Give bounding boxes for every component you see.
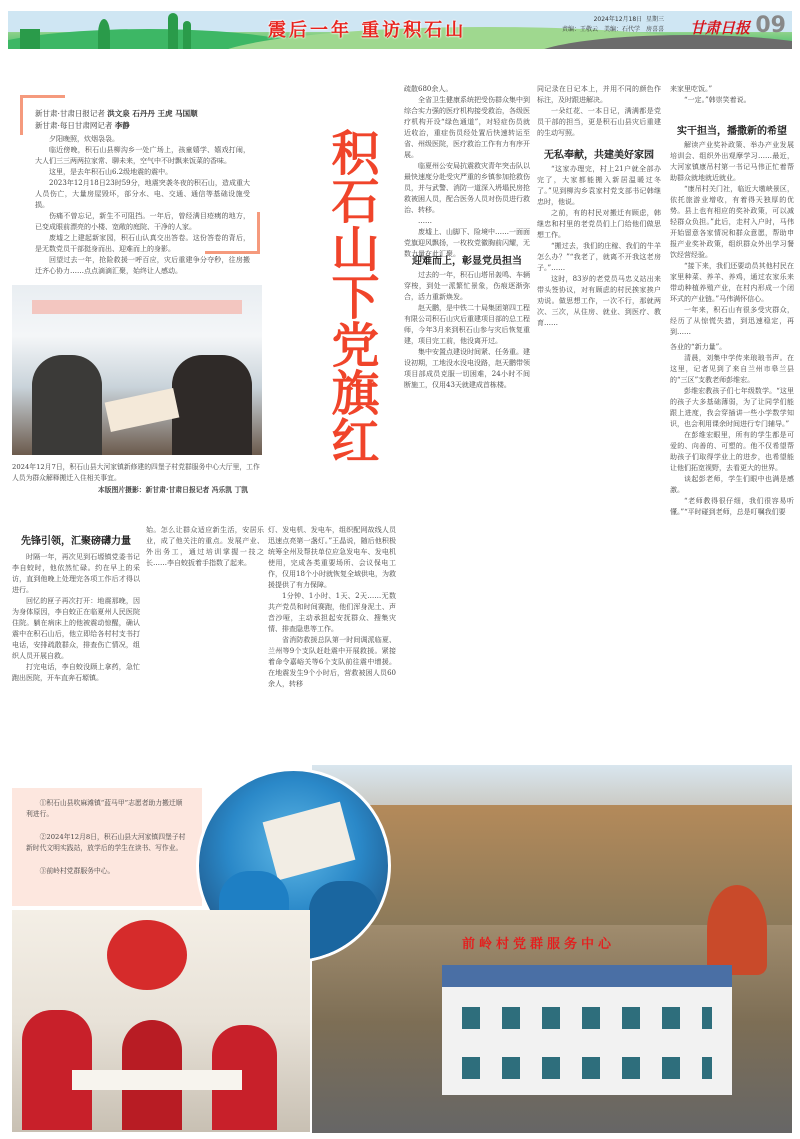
person-silhouette-icon [168,13,178,49]
person-in-photo [172,355,252,455]
paragraph: …… [418,217,432,225]
paragraph: 全省卫生健康系统把受伤群众集中到综合实力强的医疗机构接受救治，各级医疗机构开设“绿色通道”，对轻症伤员就近收治，重症伤员经处置后快速转运至省、州级医院，医疗救治工作有力有序开展。 [404,96,530,159]
banner-in-photo [32,300,242,314]
paragraph: “一定。”韩崇笑着说。 [684,96,751,104]
paragraph: 废墟之上建起新家园，积石山认真交出答卷。这份答卷的背后，是无数党员干部挺身而出、迎难而上的身影。 [35,234,250,253]
person-silhouette-icon [183,21,191,49]
person-in-photo [32,355,102,455]
paragraph: 赵天鹏，是中铁二十局集团第四工程有限公司积石山灾后重建项目部的总工程师，今年3月来到积石山参与灾后恢复重建，项目完工前，他没离开过。 [404,304,530,345]
intro-text [35,134,250,277]
photo-captions-box [12,788,202,906]
paragraph: 始。怎么让群众适应新生活，安居乐业，成了他关注的重点。发展产业、外出务工，通过培训掌握一技之长……李自蛟扳着手指数了起来。 [146,526,264,567]
paragraph: 清晨，刘集中学传来琅琅书声。在这里，记者见到了来自兰州市皋兰县的“三区”支教老师彭维宏。 [670,354,794,384]
paragraph: 这里，是去年积石山6.2级地震的震中。 [49,168,173,176]
byline-names: 洪文泉 石丹丹 王虎 马国顺 [107,109,198,118]
paragraph: 灯、发电机、发电车，组织配网故线人员迅速点亮第一盏灯。”王晶说，随后他积极统筹全州及帮扶单位应急发电车、发电机使用，完成各类重要场所、会议保电工作，仅用18个小时就恢复全域供电，为救援提供了有力保障。 [268,526,396,589]
feature-title: 积石山下党旗红 [323,128,379,464]
paragraph: 1分钟、1小时、1天、2天……无数共产党员和时间赛跑，他们浑身泥土、声音沙哑，主动承担起安抚群众、搜集灾情、排查隐患等工作。 [268,592,396,633]
paragraph: 夕阳晚照，炊烟袅袅。 [49,135,119,143]
paragraph: 解读产业奖补政策、举办产业发展培训会、组织外出观摩学习……最近，大河家镇康吊村第一书记马伟正忙着帮助群众就地就近就业。 [670,141,794,182]
issue-date: 2024年12月18日 [593,16,643,23]
table-in-photo [72,1070,242,1090]
byline-names: 李静 [114,121,130,130]
photo-caption-main: 2024年12月7日，积石山县大河家镇新修建的四堡子村党群服务中心大厅里，工作人员为群众解释搬迁入住相关事宜。 [12,463,260,482]
paragraph: 彭维宏教孩子们七年级数学。“这里的孩子大多基础薄弱，为了让同学们能跟上进度，我会穿插讲一些小学数学知识，也会利用课余时间进行专门辅导。” [670,387,794,428]
paragraph: 谈起彭老师，学生们眼中也满是感激。 [670,475,794,494]
paragraph: 回忆的匣子再次打开：地震那晚，因为身体原因，李自蛟正在临夏州人民医院住院。躺在病床上的他被震动惊醒，确认震中在积石山后，他立即给各村村支书打电话，安排疏散群众，排查伤亡情况，组织人员开展自救。 [12,597,140,660]
photo-credit: 本版图片摄影：新甘肃·甘肃日报记者 冯乐凯 丁凯 [98,486,249,494]
paragraph: 时隔一年，再次见到石塬镇党委书记李自蛟时，他依然忙碌。约在早上的采访，直到他晚上处理完各项工作后才得以进行。 [12,553,140,594]
byline-org: 新甘肃·每日甘肃网记者 [35,121,113,130]
byline [35,120,250,132]
paragraph: 省消防救援总队第一时间调派临夏、兰州等9个支队赶赴震中开展救援。紧接着命令嘉峪关等6个支队前往震中增援。在地震发生9个小时后，营救被困人员60余人，转移 [268,636,396,688]
section-heading-difficulty: 迎难而上，彰显党员担当 [412,256,522,267]
section-heading-pioneer: 先锋引领，汇聚磅礴力量 [21,536,131,547]
photo-students-reading [12,910,310,1132]
photo-village-service-center [312,765,792,1133]
section-heading-hope: 实干担当，播撒新的希望 [677,126,787,137]
photo-caption-2: ②2024年12月8日，积石山县大河家镇四堡子村新时代文明实践站，放学后的学生在读书、写作业。 [26,833,186,852]
page-number: 09 [755,13,786,38]
paragraph: “康吊村关门社，临近大墩峡景区，依托旅游业增收，有着得天独厚的优势。县上也有相应的奖补政策，可以减轻群众负担。”此后，走村入户时，马伟开始留意各家情况和群众意愿，帮助申报产业奖补政策，组织群众外出学习餐饮经营经验。 [670,185,794,259]
building-sign: 前岭村党群服务中心 [462,937,616,952]
paragraph: 集中安置点建设时间紧、任务重。建设初期，工地没水没电没路，赵天鹏带领项目部成员克服一切困难，24小时不间断施工，仅用43天就建成首栋楼。 [404,348,530,389]
page-section-title: 震后一年 重访积石山 [268,20,467,41]
paragraph: 一年来，积石山有很多受灾群众，经历了从惊慌失措，到迅速稳定，再到…… [670,306,794,336]
paragraph: 同记录在日记本上，并用不同的颜色作标注，及时跟进解决。 [537,85,661,104]
photo-service-center-hall [12,285,262,455]
article-column [404,270,530,391]
photo-caption-1: ①积石山县吹麻滩镇“蓝马甲”志愿者助力搬迁顺利进行。 [26,799,183,818]
paragraph: 回望过去一年，抢险救援一呼百应，灾后重建争分夺秒，往房搬迁齐心协力……点点滴滴汇聚，始终让人感动。 [35,256,250,275]
byline-org: 新甘肃·甘肃日报记者 [35,109,105,118]
tree-icon [98,19,110,49]
paragraph: 伤痛不曾忘记，新生不可阻挡。一年后，曾经满目疮痍的地方，已变成眼前漂亮的小楼、宽敞的庭院、干净的人家。 [35,212,250,231]
house-icon [20,29,40,49]
section-heading-dedication: 无私奉献，共建美好家园 [544,150,654,161]
building-in-photo [442,965,732,1095]
article-column [404,84,530,260]
paragraph: “搬过去，我们的庄稼、我们的牛羊怎么办？”“我老了，就离不开我这老房子。”…… [537,242,661,272]
photo-caption-3: ③前岭村党群服务中心。 [39,867,115,875]
paragraph: 来家里吃饭。” [670,85,713,93]
editors: 责编：王敬云 美编：石代学 房喜喜 [561,26,664,33]
windows [462,1057,712,1079]
paragraph: 这时，83岁的老党员马忠义站出来带头签协议，对有顾虑的村民挨家挨户劝说。做思想工作，一次不行，那就两次、三次，从住房、就业、到医疗、教育…… [537,275,661,327]
intro-block [35,108,250,277]
wall-emblem [107,920,187,990]
paragraph: 废墟上、山脚下、险境中……一面面党旗迎风飘扬，一枚枚党徽胸前闪耀，无数力量在此汇聚。 [404,228,530,258]
article-column [537,84,661,139]
windows [462,1007,712,1029]
article-column [146,525,264,569]
tree-in-photo [707,885,767,975]
paragraph: 过去的一年，积石山塔吊轰鸣、车辆穿梭，到处一派繁忙景象，伤痕逐渐弥合，活力重新焕发。 [404,271,530,301]
paragraph: 在彭维宏眼里，所有的学生都是可爱的、向善的、可塑的。他不仅希望帮助孩子们取得学业上的进步，也希望能让他们拓宽视野，去看更大的世界。 [670,431,794,472]
volunteer-in-photo [309,881,379,963]
paragraph: “接下来，我们还要动员其他村民在家里种菜、养羊、养鸡，通过农家乐来带动种植养殖产业，在村内形成一个闭环式的产业链。”马伟满怀信心。 [670,262,794,303]
paragraph: 之前，有的村民对搬迁有顾虑，韩继忠和村里的老党员们上门给他们做思想工作。 [537,209,661,239]
paragraph: “老师教得很仔细，我们很容易听懂。”“平时碰到老师，总是叮嘱我们要 [670,497,794,516]
paragraph: 打完电话，李自蛟没顾上拿药，急忙跑出医院，开车直奔石塬镇。 [12,663,140,682]
paragraph: 疏散680余人。 [404,85,453,93]
paragraph: “这家办理完，村上21户就全部办完了，大家都能搬入新居温暖过冬了。”见到柳沟乡袁家村党支部书记韩继忠时，他说。 [537,165,661,206]
document-in-photo [105,388,180,432]
byline [35,108,250,120]
newspaper-logo: 甘肃日报 [689,19,750,37]
paragraph: 临近傍晚，积石山县柳沟乡一处广场上，孩童嬉学、嬉戏打闹，大人们三三两两拉家常、聊未来，空气中不时飘来饭菜的香味。 [35,146,250,165]
page-header-banner [8,11,792,49]
paragraph: 临夏州公安局抗震救灾青年突击队以最快速度分赴受灾严重的乡镇参加抢救伤员，并与武警、消防一道深入坍塌民房抢救被困人员，配合医务人员对伤员进行救治、转移。 [404,162,530,214]
issue-weekday: 星期三 [645,16,664,23]
article-column [670,140,794,518]
article-column [670,84,794,106]
article-column [537,164,661,329]
issue-meta [562,15,664,35]
article-column [268,525,396,690]
paragraph: 一朵红花、一本日记，满满都是党员干部的担当，更是积石山县灾后重建的生动写照。 [537,107,661,137]
paragraph: 2023年12月18日23时59分，地震突袭冬夜的积石山，造成重大人员伤亡，大量房屋毁坏，部分水、电、交通、通信等基础设施受损。 [35,179,250,209]
paragraph: 各业的“新力量”。 [670,343,727,351]
furniture-in-photo [263,802,356,881]
article-column [12,552,140,684]
